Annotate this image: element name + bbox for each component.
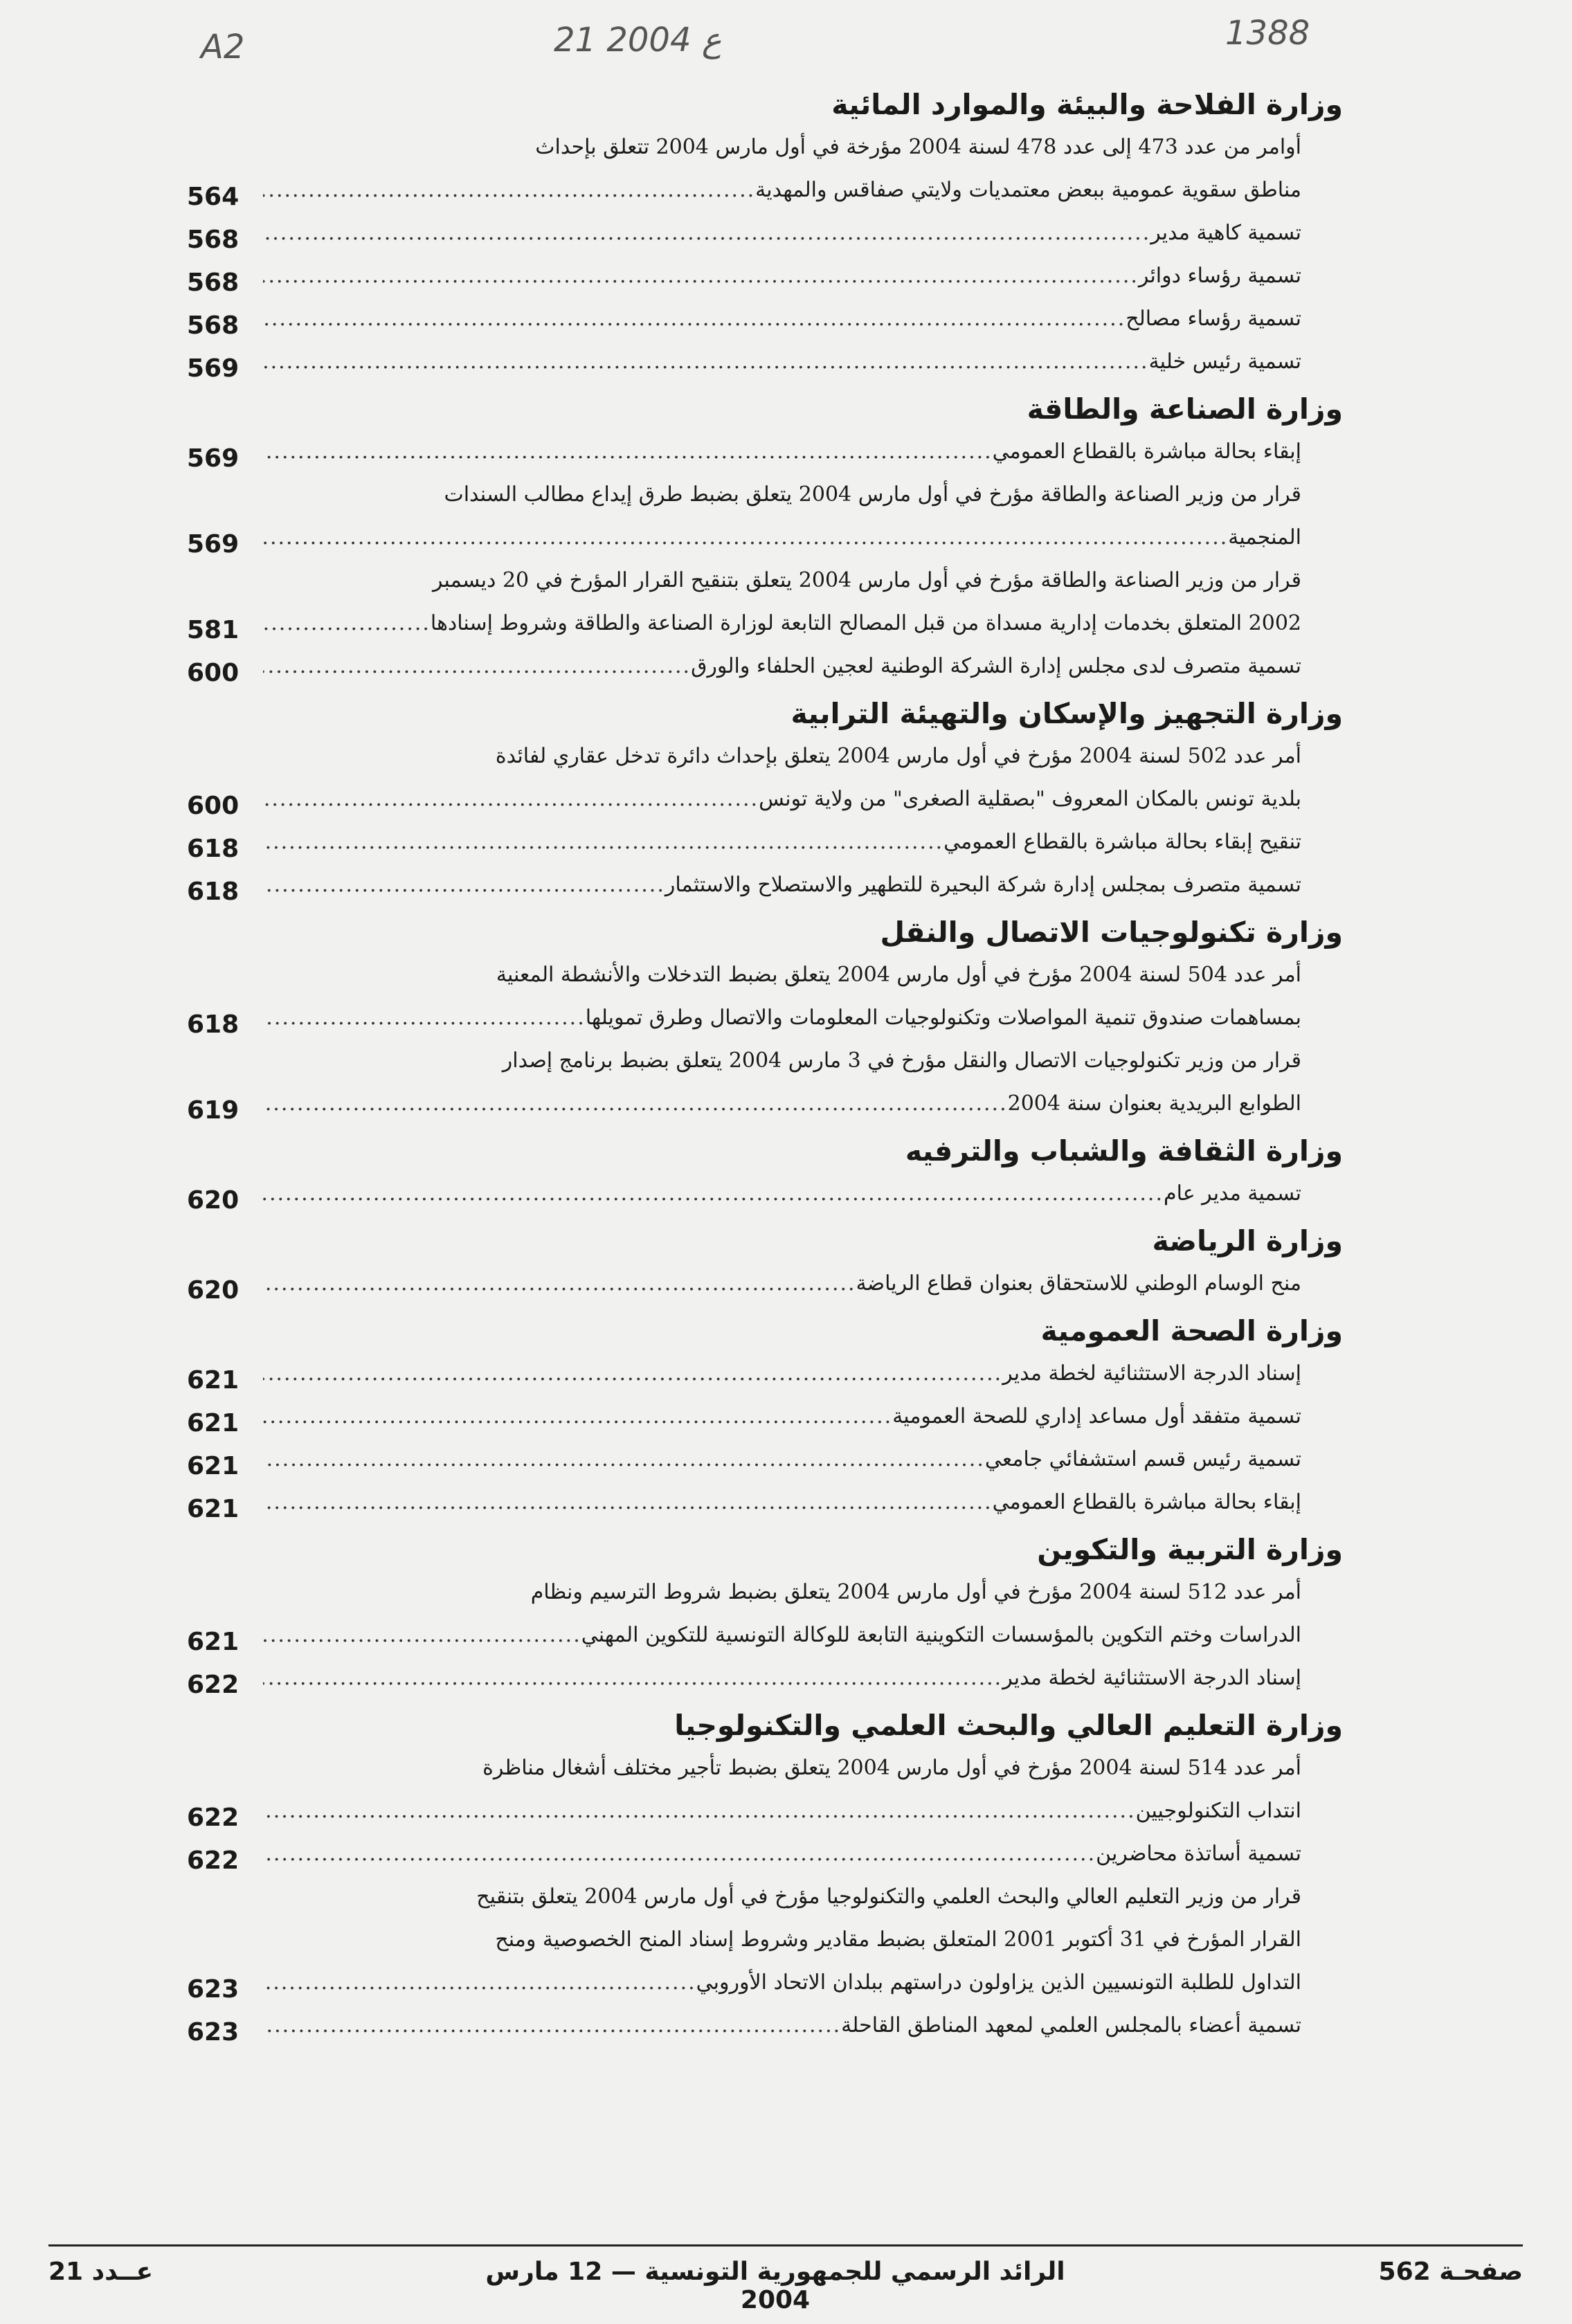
entry-page-number: 569 bbox=[187, 444, 240, 473]
entry-text: تنقيح إبقاء بحالة مباشرة بالقطاع العمومي bbox=[943, 830, 1301, 854]
dot-leader bbox=[263, 1961, 696, 2004]
footer-divider bbox=[48, 2244, 1523, 2246]
dot-leader bbox=[263, 997, 586, 1040]
entry-text: قرار من وزير الصناعة والطاقة مؤرخ في أول مارس 2004 يتعلق بضبط طرق إيداع مطالب السندات bbox=[444, 482, 1301, 507]
journal-title: الرائد الرسمي للجمهورية التونسية — 12 مارس 2004 bbox=[485, 2258, 1065, 2314]
toc-entry bbox=[187, 341, 1301, 383]
dot-leader bbox=[263, 1438, 985, 1481]
entry-text: تسمية متفقد أول مساعد إداري للصحة العمومية bbox=[892, 1404, 1301, 1428]
dot-leader bbox=[263, 1395, 892, 1438]
entry-page-number: 568 bbox=[187, 269, 240, 297]
entry-text: انتداب التكنولوجيين bbox=[1135, 1799, 1301, 1823]
entry-text: إبقاء بحالة مباشرة بالقطاع العمومي bbox=[992, 1490, 1301, 1514]
toc-entry bbox=[187, 2004, 1301, 2047]
toc-entry bbox=[187, 1571, 1301, 1657]
entry-page-number: 569 bbox=[187, 354, 240, 383]
toc-section bbox=[187, 388, 1343, 688]
dot-leader bbox=[263, 1614, 581, 1657]
toc-entry bbox=[187, 1657, 1301, 1700]
toc-section bbox=[187, 1309, 1343, 1524]
dot-leader bbox=[263, 1082, 1008, 1125]
toc-entry bbox=[187, 212, 1301, 255]
entry-page-number: 581 bbox=[187, 616, 240, 644]
section-heading: وزارة الصناعة والطاقة bbox=[1027, 392, 1343, 426]
entry-page-number: 618 bbox=[187, 1010, 240, 1039]
entry-page-number: 622 bbox=[187, 1671, 240, 1699]
dot-leader bbox=[263, 298, 1126, 341]
entry-page-number: 621 bbox=[187, 1495, 240, 1523]
dot-leader bbox=[263, 821, 943, 864]
entry-page-number: 569 bbox=[187, 530, 240, 559]
dot-leader bbox=[263, 1790, 1136, 1833]
toc-entry bbox=[187, 1747, 1301, 1833]
toc-entry bbox=[187, 1833, 1301, 1876]
entry-text: منح الوسام الوطني للاستحقاق بعنوان قطاع الرياضة bbox=[856, 1271, 1301, 1296]
entry-page-number: 623 bbox=[187, 1975, 240, 2004]
section-heading: وزارة الفلاحة والبيئة والموارد المائية bbox=[831, 88, 1343, 121]
dot-leader bbox=[263, 778, 759, 821]
toc-entry bbox=[187, 1876, 1301, 2004]
entry-page-number: 600 bbox=[187, 792, 240, 820]
dot-leader bbox=[263, 430, 993, 473]
toc-entry bbox=[187, 821, 1301, 864]
entry-text: تسمية متصرف لدى مجلس إدارة الشركة الوطنية لعجين الحلفاء والورق bbox=[691, 654, 1301, 678]
entry-text: الدراسات وختم التكوين بالمؤسسات التكوينية التابعة للوكالة التونسية للتكوين المهني bbox=[581, 1623, 1301, 1647]
entry-text: إسناد الدرجة الاستثنائية لخطة مدير bbox=[1002, 1361, 1301, 1386]
entry-text: بمساهمات صندوق تنمية المواصلات وتكنولوجيات المعلومات والاتصال وطرق تمويلها bbox=[585, 1006, 1301, 1030]
dot-leader bbox=[263, 1352, 1002, 1395]
entry-page-number: 618 bbox=[187, 835, 240, 863]
toc-section bbox=[187, 1528, 1343, 1700]
entry-text: أمر عدد 504 لسنة 2004 مؤرخ في أول مارس 2004 يتعلق بضبط التدخلات والأنشطة المعنية bbox=[496, 963, 1301, 987]
entry-page-number: 621 bbox=[187, 1452, 240, 1480]
entry-text: إبقاء بحالة مباشرة بالقطاع العمومي bbox=[992, 439, 1301, 464]
entry-text: المنجمية bbox=[1228, 525, 1301, 550]
entry-page-number: 568 bbox=[187, 311, 240, 340]
entry-text: أوامر من عدد 473 إلى عدد 478 لسنة 2004 مؤرخة في أول مارس 2004 تتعلق بإحداث bbox=[535, 135, 1301, 159]
dot-leader bbox=[263, 516, 1228, 559]
toc-entry bbox=[187, 255, 1301, 298]
entry-text: تسمية رئيس خلية bbox=[1148, 349, 1301, 374]
toc-entry bbox=[187, 735, 1301, 821]
dot-leader bbox=[263, 169, 755, 212]
dot-leader bbox=[263, 1172, 1164, 1215]
section-heading: وزارة تكنولوجيات الاتصال والنقل bbox=[880, 916, 1343, 949]
entry-page-number: 620 bbox=[187, 1276, 240, 1305]
dot-leader bbox=[263, 645, 691, 688]
toc-entry bbox=[187, 473, 1301, 559]
dot-leader bbox=[263, 341, 1149, 383]
toc-section bbox=[187, 1129, 1343, 1215]
toc-section bbox=[187, 83, 1343, 383]
section-heading: وزارة الرياضة bbox=[1152, 1224, 1343, 1258]
dot-leader bbox=[263, 1833, 1096, 1876]
entry-page-number: 618 bbox=[187, 878, 240, 906]
entry-text: الطوابع البريدية بعنوان سنة 2004 bbox=[1007, 1091, 1301, 1116]
entry-text: تسمية أساتذة محاضرين bbox=[1096, 1842, 1301, 1866]
entry-text: تسمية مدير عام bbox=[1164, 1181, 1301, 1206]
entry-text: تسمية رؤساء مصالح bbox=[1126, 307, 1301, 331]
toc-entry bbox=[187, 559, 1301, 645]
toc-entry bbox=[187, 1352, 1301, 1395]
toc-entry bbox=[187, 1438, 1301, 1481]
toc-entry bbox=[187, 1040, 1301, 1125]
table-of-contents bbox=[187, 83, 1343, 2051]
section-heading: وزارة التعليم العالي والبحث العلمي والتكنولوجيا bbox=[674, 1709, 1343, 1742]
entry-page-number: 600 bbox=[187, 659, 240, 687]
entry-text: 2002 المتعلق بخدمات إدارية مسداة من قبل المصالح التابعة لوزارة الصناعة والطاقة وشروط إسنادها bbox=[430, 611, 1301, 635]
toc-section bbox=[187, 1704, 1343, 2047]
entry-text: قرار من وزير تكنولوجيات الاتصال والنقل مؤرخ في 3 مارس 2004 يتعلق بضبط برنامج إصدار bbox=[502, 1048, 1301, 1073]
entry-text: تسمية متصرف بمجلس إدارة شركة البحيرة للتطهير والاستصلاح والاستثمار bbox=[665, 873, 1301, 897]
entry-text: تسمية رئيس قسم استشفائي جامعي bbox=[984, 1447, 1301, 1471]
entry-text: إسناد الدرجة الاستثنائية لخطة مدير bbox=[1002, 1666, 1301, 1690]
handwritten-note-right: 1388 bbox=[1225, 14, 1310, 53]
entry-page-number: 623 bbox=[187, 2018, 240, 2046]
toc-entry bbox=[187, 864, 1301, 907]
toc-entry bbox=[187, 954, 1301, 1040]
section-heading: وزارة التجهيز والإسكان والتهيئة الترابية bbox=[790, 697, 1343, 730]
toc-entry bbox=[187, 645, 1301, 688]
entry-text: مناطق سقوية عمومية ببعض معتمديات ولايتي صفاقس والمهدية bbox=[755, 178, 1301, 202]
dot-leader bbox=[263, 255, 1139, 298]
entry-text: تسمية كاهية مدير bbox=[1150, 221, 1301, 245]
entry-page-number: 620 bbox=[187, 1186, 240, 1215]
dot-leader bbox=[263, 1262, 856, 1305]
toc-entry bbox=[187, 298, 1301, 341]
entry-text: أمر عدد 512 لسنة 2004 مؤرخ في أول مارس 2004 يتعلق بضبط شروط الترسيم ونظام bbox=[530, 1580, 1301, 1604]
entry-page-number: 622 bbox=[187, 1804, 240, 1832]
toc-entry bbox=[187, 1262, 1301, 1305]
toc-entry bbox=[187, 1481, 1301, 1524]
entry-page-number: 621 bbox=[187, 1409, 240, 1437]
toc-entry bbox=[187, 1172, 1301, 1215]
dot-leader bbox=[263, 864, 665, 907]
handwritten-note-left: A2 bbox=[201, 28, 245, 66]
entry-page-number: 568 bbox=[187, 226, 240, 254]
dot-leader bbox=[263, 1657, 1002, 1700]
toc-entry bbox=[187, 430, 1301, 473]
toc-entry bbox=[187, 1395, 1301, 1438]
entry-text: بلدية تونس بالمكان المعروف "بصقلية الصغرى" من ولاية تونس bbox=[759, 787, 1301, 811]
entry-text: أمر عدد 502 لسنة 2004 مؤرخ في أول مارس 2004 يتعلق بإحداث دائرة تدخل عقاري لفائدة bbox=[495, 744, 1301, 768]
dot-leader bbox=[263, 212, 1150, 255]
toc-section bbox=[187, 911, 1343, 1125]
issue-number: عــدد 21 bbox=[48, 2258, 154, 2286]
section-heading: وزارة الثقافة والشباب والترفيه bbox=[905, 1134, 1343, 1168]
page-number: صفحـة 562 bbox=[1378, 2258, 1523, 2286]
entry-page-number: 621 bbox=[187, 1628, 240, 1656]
page-footer bbox=[48, 2258, 1523, 2314]
dot-leader bbox=[263, 1481, 993, 1524]
entry-text: تسمية رؤساء دوائر bbox=[1138, 264, 1301, 288]
entry-text: القرار المؤرخ في 31 أكتوبر 2001 المتعلق بضبط مقادير وشروط إسناد المنح الخصوصية ومنح bbox=[495, 1927, 1301, 1952]
toc-entry bbox=[187, 126, 1301, 212]
entry-text: قرار من وزير الصناعة والطاقة مؤرخ في أول مارس 2004 يتعلق بتنقيح القرار المؤرخ في 20 ديسمبر bbox=[433, 568, 1301, 592]
toc-section bbox=[187, 1219, 1343, 1305]
dot-leader bbox=[263, 2004, 841, 2047]
entry-text: قرار من وزير التعليم العالي والبحث العلمي والتكنولوجيا مؤرخ في أول مارس 2004 يتعلق بتنقيح bbox=[476, 1885, 1301, 1909]
entry-text: تسمية أعضاء بالمجلس العلمي لمعهد المناطق القاحلة bbox=[841, 2013, 1301, 2037]
entry-page-number: 622 bbox=[187, 1846, 240, 1875]
entry-text: أمر عدد 514 لسنة 2004 مؤرخ في أول مارس 2004 يتعلق بضبط تأجير مختلف أشغال مناظرة bbox=[482, 1756, 1301, 1780]
dot-leader bbox=[263, 602, 431, 645]
entry-text: التداول للطلبة التونسيين الذين يزاولون دراستهم ببلدان الاتحاد الأوروبي bbox=[696, 1970, 1301, 1995]
section-heading: وزارة التربية والتكوين bbox=[1037, 1533, 1343, 1566]
entry-page-number: 564 bbox=[187, 183, 240, 211]
toc-section bbox=[187, 692, 1343, 907]
entry-page-number: 619 bbox=[187, 1096, 240, 1125]
section-heading: وزارة الصحة العمومية bbox=[1040, 1314, 1343, 1347]
entry-page-number: 621 bbox=[187, 1366, 240, 1395]
handwritten-note-center: 21 ع 2004 bbox=[554, 21, 722, 60]
